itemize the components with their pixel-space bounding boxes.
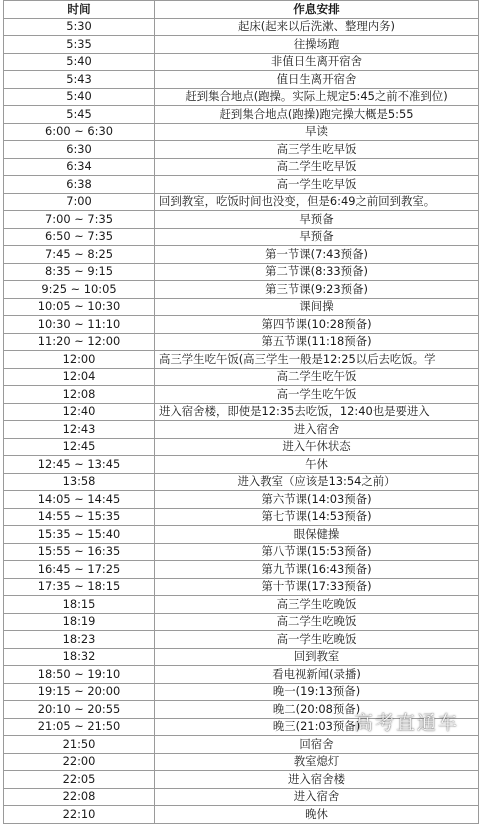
activity-cell: 值日生离开宿舍 [155, 71, 479, 89]
time-cell: 5:35 [4, 36, 155, 54]
time-cell: 19:15 ~ 20:00 [4, 683, 155, 701]
table-row [4, 281, 479, 299]
time-cell: 5:40 [4, 88, 155, 106]
activity-cell: 高二学生吃午饭 [155, 368, 479, 386]
time-cell: 12:40 [4, 403, 155, 421]
time-cell: 12:08 [4, 386, 155, 404]
activity-cell: 高一学生吃早饭 [155, 176, 479, 194]
time-cell: 21:50 [4, 736, 155, 754]
table-row [4, 771, 479, 789]
table-row [4, 753, 479, 771]
table-row [4, 701, 479, 719]
time-cell: 12:45 [4, 438, 155, 456]
activity-cell: 午休 [155, 456, 479, 474]
time-cell: 6:34 [4, 158, 155, 176]
table-row [4, 666, 479, 684]
activity-cell: 第四节课(10:28预备) [155, 316, 479, 334]
activity-cell: 进入宿舍楼，即使是12:35去吃饭，12:40也是要进入 [155, 403, 479, 421]
activity-cell: 高二学生吃早饭 [155, 158, 479, 176]
time-cell: 5:45 [4, 106, 155, 124]
activity-cell: 进入午休状态 [155, 438, 479, 456]
table-row [4, 228, 479, 246]
activity-cell: 第七节课(14:53预备) [155, 508, 479, 526]
activity-cell: 教室熄灯 [155, 753, 479, 771]
activity-cell: 回到教室 [155, 648, 479, 666]
activity-cell: 晚二(20:08预备) [155, 701, 479, 719]
activity-cell: 进入宿舍 [155, 421, 479, 439]
activity-cell: 晚休 [155, 806, 479, 824]
header-row [4, 1, 479, 19]
time-cell: 18:23 [4, 631, 155, 649]
activity-cell: 第十节课(17:33预备) [155, 578, 479, 596]
activity-cell: 赶到集合地点(跑操。实际上规定5:45之前不准到位) [155, 88, 479, 106]
table-row [4, 526, 479, 544]
table-row [4, 298, 479, 316]
time-cell: 7:00 [4, 193, 155, 211]
table-row [4, 53, 479, 71]
table-row [4, 386, 479, 404]
time-cell: 14:05 ~ 14:45 [4, 491, 155, 509]
time-cell: 18:15 [4, 596, 155, 614]
activity-cell: 第五节课(11:18预备) [155, 333, 479, 351]
time-cell: 18:50 ~ 19:10 [4, 666, 155, 684]
table-row [4, 473, 479, 491]
table-row [4, 421, 479, 439]
time-cell: 22:05 [4, 771, 155, 789]
table-row [4, 211, 479, 229]
header-time: 时间 [4, 1, 155, 19]
time-cell: 5:30 [4, 18, 155, 36]
time-cell: 12:00 [4, 351, 155, 369]
table-row [4, 648, 479, 666]
time-cell: 17:35 ~ 18:15 [4, 578, 155, 596]
time-cell: 6:00 ~ 6:30 [4, 123, 155, 141]
time-cell: 6:50 ~ 7:35 [4, 228, 155, 246]
table-row [4, 106, 479, 124]
time-cell: 21:05 ~ 21:50 [4, 718, 155, 736]
table-row [4, 508, 479, 526]
table-row [4, 613, 479, 631]
time-cell: 9:25 ~ 10:05 [4, 281, 155, 299]
time-cell: 11:20 ~ 12:00 [4, 333, 155, 351]
activity-cell: 晚三(21:03预备) [155, 718, 479, 736]
table-row [4, 736, 479, 754]
table-row [4, 718, 479, 736]
time-cell: 22:00 [4, 753, 155, 771]
table-row [4, 596, 479, 614]
time-cell: 6:38 [4, 176, 155, 194]
activity-cell: 第一节课(7:43预备) [155, 246, 479, 264]
time-cell: 15:55 ~ 16:35 [4, 543, 155, 561]
schedule-rows [4, 18, 479, 823]
table-row [4, 806, 479, 824]
activity-cell: 早预备 [155, 211, 479, 229]
time-cell: 7:00 ~ 7:35 [4, 211, 155, 229]
table-row [4, 71, 479, 89]
activity-cell: 非值日生离开宿舍 [155, 53, 479, 71]
table-row [4, 263, 479, 281]
time-cell: 12:43 [4, 421, 155, 439]
time-cell: 16:45 ~ 17:25 [4, 561, 155, 579]
time-cell: 6:30 [4, 141, 155, 159]
table-row [4, 176, 479, 194]
time-cell: 12:04 [4, 368, 155, 386]
time-cell: 8:35 ~ 9:15 [4, 263, 155, 281]
time-cell: 5:40 [4, 53, 155, 71]
schedule-sheet [3, 0, 478, 824]
time-cell: 15:35 ~ 15:40 [4, 526, 155, 544]
time-cell: 7:45 ~ 8:25 [4, 246, 155, 264]
activity-cell: 赶到集合地点(跑操)跑完操大概是5:55 [155, 106, 479, 124]
activity-cell: 回宿舍 [155, 736, 479, 754]
time-cell: 20:10 ~ 20:55 [4, 701, 155, 719]
table-row [4, 351, 479, 369]
table-row [4, 578, 479, 596]
table-row [4, 788, 479, 806]
watermark-text: 高考直通车 [353, 712, 459, 734]
table-row [4, 141, 479, 159]
time-cell: 14:55 ~ 15:35 [4, 508, 155, 526]
activity-cell: 高二学生吃晚饭 [155, 613, 479, 631]
activity-cell: 高三学生吃午饭(高三学生一般是12:25以后去吃饭。学 [155, 351, 479, 369]
table-row [4, 246, 479, 264]
table-row [4, 18, 479, 36]
activity-cell: 第九节课(16:43预备) [155, 561, 479, 579]
table-row [4, 438, 479, 456]
activity-cell: 进入宿舍楼 [155, 771, 479, 789]
header-activity: 作息安排 [155, 1, 479, 19]
time-cell: 18:32 [4, 648, 155, 666]
activity-cell: 第八节课(15:53预备) [155, 543, 479, 561]
table-row [4, 36, 479, 54]
time-cell: 10:05 ~ 10:30 [4, 298, 155, 316]
table-row [4, 193, 479, 211]
table-row [4, 88, 479, 106]
activity-cell: 早预备 [155, 228, 479, 246]
activity-cell: 进入教室（应该是13:54之前） [155, 473, 479, 491]
table-row [4, 561, 479, 579]
schedule-table [3, 0, 479, 824]
activity-cell: 进入宿舍 [155, 788, 479, 806]
activity-cell: 课间操 [155, 298, 479, 316]
activity-cell: 晚一(19:13预备) [155, 683, 479, 701]
time-cell: 22:08 [4, 788, 155, 806]
time-cell: 5:43 [4, 71, 155, 89]
activity-cell: 高一学生吃晚饭 [155, 631, 479, 649]
activity-cell: 看电视新闻(录播) [155, 666, 479, 684]
time-cell: 13:58 [4, 473, 155, 491]
time-cell: 18:19 [4, 613, 155, 631]
table-row [4, 683, 479, 701]
activity-cell: 高三学生吃晚饭 [155, 596, 479, 614]
activity-cell: 高三学生吃早饭 [155, 141, 479, 159]
activity-cell: 第二节课(8:33预备) [155, 263, 479, 281]
table-row [4, 123, 479, 141]
activity-cell: 第六节课(14:03预备) [155, 491, 479, 509]
table-row [4, 631, 479, 649]
activity-cell: 早读 [155, 123, 479, 141]
activity-cell: 第三节课(9:23预备) [155, 281, 479, 299]
table-row [4, 456, 479, 474]
time-cell: 22:10 [4, 806, 155, 824]
table-row [4, 491, 479, 509]
activity-cell: 往操场跑 [155, 36, 479, 54]
table-row [4, 368, 479, 386]
table-row [4, 316, 479, 334]
table-row [4, 403, 479, 421]
activity-cell: 高一学生吃午饭 [155, 386, 479, 404]
table-row [4, 543, 479, 561]
activity-cell: 眼保健操 [155, 526, 479, 544]
table-row [4, 158, 479, 176]
activity-cell: 起床(起来以后洗漱、整理内务) [155, 18, 479, 36]
table-row [4, 333, 479, 351]
time-cell: 12:45 ~ 13:45 [4, 456, 155, 474]
time-cell: 10:30 ~ 11:10 [4, 316, 155, 334]
activity-cell: 回到教室，吃饭时间也没变，但是6:49之前回到教室。 [155, 193, 479, 211]
